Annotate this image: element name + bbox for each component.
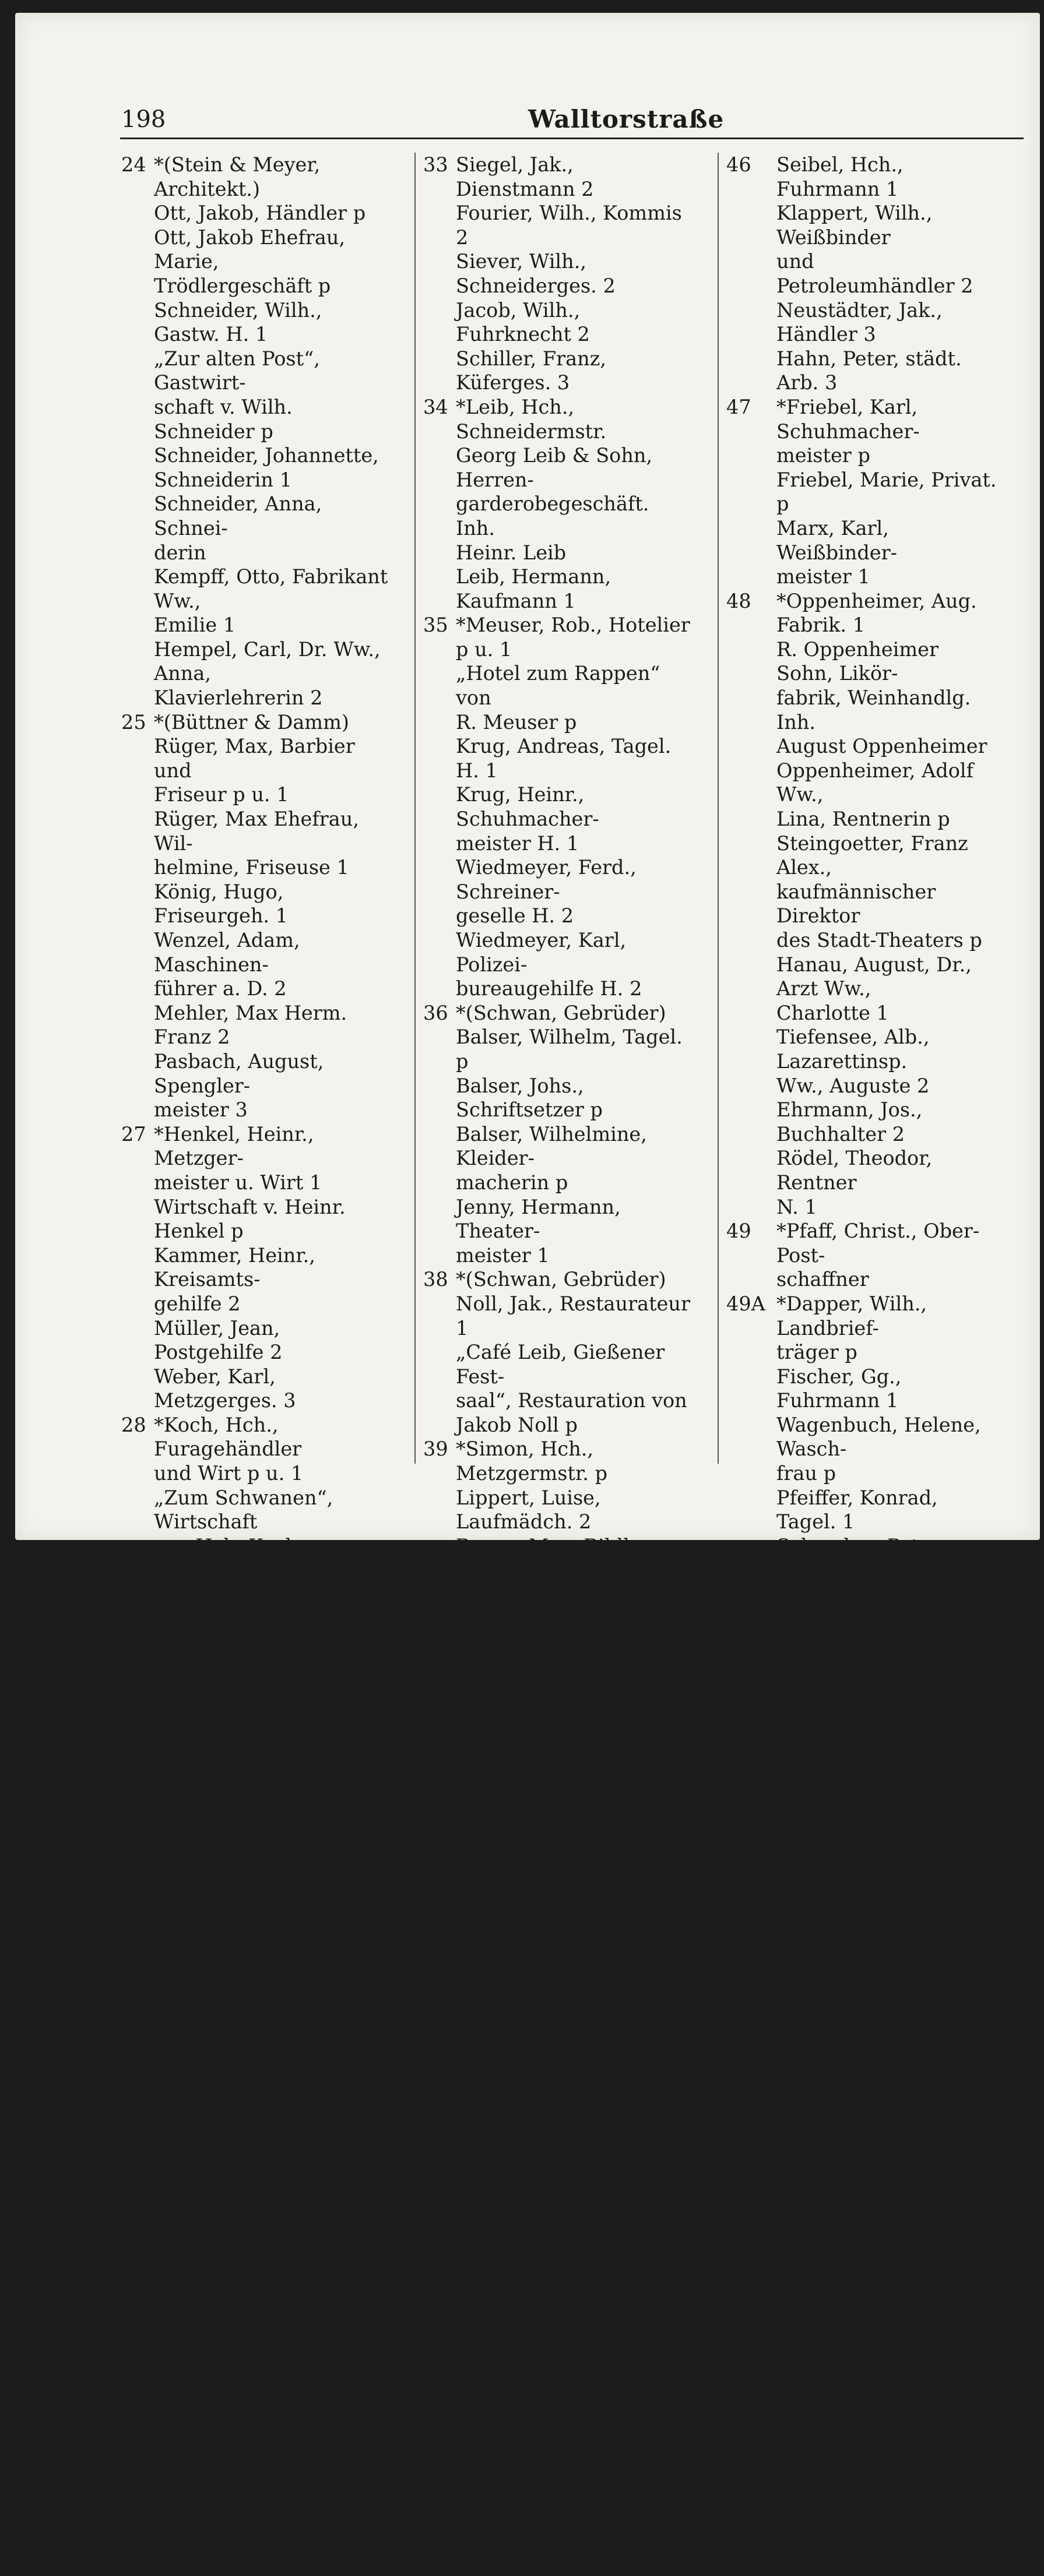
resident-listing: *Schomber, Balth., Bäcker- meister Opper, Balthasar, Bäcker- geselle 3 [776,1680,962,1824]
header-rule [120,138,1024,139]
house-entry [726,1679,997,1825]
house-number: 48 [726,589,751,612]
resident-listing: *Eduard Sack, Holz- Trägereisen- und Bau- materialienhandlung [776,1583,983,1679]
house-number: 47 [726,395,751,418]
resident-listing: *Hahn, Johannes, Bäcker- meister p u. 1 Krafthöfer, Just., Schlosser- geselle 1 Strack, Heinr. Ww., Elisa- beth, Lauffrau 2 Haack, Otto, Bäckerges. 2 [154,1898,346,2163]
house-number: 33 [121,2359,146,2382]
house-entry [423,1655,694,1777]
resident-listing: *Wild, Edmund Wirt p „Zum Seemannsheim“, Wirt- schaft von Edm. Wild p Koob, Karl, Tagel. 1 [456,2455,686,2575]
house-number: 31 [121,1898,146,1921]
resident-listing: *Leib, Hch., Schneidermstr. Georg Leib & Sohn, Herren- garderobegeschäft. Inh. Heinr. Leib Leib, Hermann, Kaufmann 1 [456,395,653,612]
house-number: 39 [423,1437,448,1461]
house-entry [423,613,694,1001]
house-entry [423,1267,694,1437]
house-entry [121,153,392,710]
resident-listing: *Koch, Hch., Furagehändler und Wirt p u. 1 „Zum Schwanen“, Wirtschaft von Hch. Koch p Hutmann, Wilh., Schneider- geselle H. 1 [154,1413,333,1630]
house-number: 32 [121,2165,146,2188]
house-number: 28 [121,1413,146,1436]
house-number: 44 [423,1971,448,1994]
house-entry [726,1219,997,1292]
resident-listing: *Pfaff, Christ., Ober-Post- schaffner [776,1220,980,1291]
house-number: 29 [121,1631,146,1655]
house-number: 45 [423,2237,448,2261]
resident-listing: *(Becker, Johs., Schmiede- meister) [776,2504,929,2575]
column-1 [121,153,392,2552]
house-entry [121,710,392,1122]
house-entry [121,2164,392,2358]
resident-listing: *Oppenheimer, Aug. Fabrik. 1 R. Oppenheimer Sohn, Likör- fabrik, Weinhandlg. Inh. August Oppenheimer Oppenheimer, Adolf Ww., Lina, Rentnerin p Steingoetter, Franz Alex., kaufmännischer Direktor des Stadt-Theaters p Hanau, August, Dr., Arzt Ww., Charlotte 1 Tiefensee, Alb., Lazarettinsp. Ww., Auguste 2 Ehrmann, Jos., Buchhalter 2 Rödel, Theodor, Rentner N. 1 [776,589,987,1218]
house-number: 34 [423,395,448,418]
house-number: 36 [423,1001,448,1024]
resident-listing: *Meuser, Rob., Hotelier p u. 1 „Hotel zum Rappen“ von R. Meuser p Krug, Andreas, Tagel. H. 1 Krug, Heinr., Schuhmacher- meister H. 1 Wiedmeyer, Ferd., Schreiner- geselle H. 2 Wiedmeyer, Karl, Polizei- bureaugehilfe H. 2 [456,614,690,1000]
house-number: 38 [423,1268,448,1291]
house-number: 41 [423,1655,448,1679]
house-entry [121,2358,392,2552]
column-3 [726,153,997,2576]
resident-listing: *Becker, Johs. Schmiede- meister 1 Becker, Heinrich, Schmiede- meister p Becker, Herm., Kommis 1 Schmidt, Christian, Fabrik- arbeiter 1 Haas, Heinr., Tagel. 2 Pimper, Karl Ww., Elise, Näherin 2 Fink, Georg, Schneiderges. 2 Feick, Georg, Schmiedeges. 2 Pfeiffer, Wilh., Schmiedeges. N. p Hillgärtner, Ludw., Schmiede- geselle H. p Balser, Heinr., Fuhrmann N. 1 [776,1825,991,2503]
house-entry [121,1898,392,2165]
house-entry [121,1122,392,1413]
running-head-street: Walltorstraße [528,105,725,133]
resident-listing: *Lather, Heinr., Lohnkutscher p u. Lather, Heinr., Kutscher 1 [456,1655,609,1776]
house-number: 46 [423,2455,448,2479]
resident-listing: Seibel, Hch., Fuhrmann 1 Klappert, Wilh., Weißbinder und Petroleumhändler 2 Neustädter, Jak., Händler 3 Hahn, Peter, städt. Arb. 3 [776,153,973,394]
house-number: 51 [726,1680,751,1703]
house-number: 49B [726,1583,766,1606]
column-divider [718,153,719,1464]
house-entry [726,589,997,1219]
house-number: 35 [423,614,448,637]
house-number: 33 [423,153,448,176]
house-number: 43 [423,1777,448,1800]
column-divider [414,153,416,1464]
resident-listing: *Euler, Georg, Küfermstr. u. Wirt 1 Wirtschaft von Gg. Euler p Seesemann, Gertrud, Schau- spielerin 2 [154,2359,365,2552]
resident-listing: *Dapper, Wilh., Landbrief- träger p Fischer, Gg., Fuhrmann 1 Wagenbuch, Helene, Wasch- frau p Pfeiffer, Konrad, Tagel. 1 Schomber, Peter, Tagel. 2 [776,1292,981,1582]
resident-listing: *Dort, Eberh., Kaufmann 1 Eberhard Dort, Kolonial- waren- und Delikatessen- handlung p Dittmar, Karl, Kutscher 2 [456,2237,687,2454]
resident-listing: *(Büttner & Damm) Rüger, Max, Barbier und Friseur p u. 1 Rüger, Max Ehefrau, Wil- helmine, Friseuse 1 König, Hugo, Friseurgeh. 1 Wenzel, Adam, Maschinen- führer a. D. 2 Mehler, Max Herm. Franz 2 Pasbach, August, Spengler- meister 3 [154,710,359,1122]
resident-listing: Siegel, Jak., Dienstmann 2 Fourier, Wilh., Kommis 2 Siever, Wilh., Schneiderges. 2 Jacob, Wilh., Fuhrknecht 2 Schiller, Franz, Küferges. 3 [456,153,682,394]
house-entry [423,1971,694,2237]
resident-listing: *(Michel, Adolf, Rentner) Michel, Aug., Kaufmann 1 Gebrüder Michel, Kolonial-, Drogen-, Material- und Farbwarenhandlung Inh. August Michel p Michel, Aug., Rentner 2 [154,1631,391,1897]
house-entry [726,1292,997,1583]
house-entry [423,153,694,395]
resident-listing: *Henkel, Heinr., Metzger- meister u. Wirt 1 Wirtschaft v. Heinr. Henkel p Kammer, Heinr., Kreisamts- gehilfe 2 Müller, Jean, Postgehilfe 2 Weber, Karl, Metzgerges. 3 [154,1122,346,1412]
house-entry [423,1777,694,1971]
resident-listing: *Simon, Hch., Metzgermstr. p Lippert, Luise, Laufmädch. 2 Braun, Max, Bildhauer 2 Büttner, Wilhelm, Maler- gehilfe H. 1 [456,1437,681,1655]
directory-page [15,13,1040,2575]
house-number: 57 [726,2504,751,2527]
house-entry [726,2504,997,2576]
house-entry [726,1583,997,1679]
resident-listing: *(Schwan, Gebrüder) Balser, Wilhelm, Tagel. p Balser, Johs., Schriftsetzer p Balser, Wilhelmine, Kleider- macherin p Jenny, Hermann, Theater- meister 1 [456,1001,683,1267]
house-entry [423,2237,694,2455]
house-number: 53 [726,1825,751,1848]
resident-listing: *Rödiger, Rud., Spengler- meister u. Installateur p u. 1 Größer, Ludw., Schneider Ww., Elisabeth 2 Köllner, Karl, Arbeiter 2 [456,1777,694,1969]
house-number: 49A [726,1292,765,1315]
house-entry [726,1825,997,2504]
page-number: 198 [121,106,166,133]
house-number: 49 [726,1220,751,1243]
resident-listing: *(Leib, Hch., Schneidermstr.) Enders, Karl, Fuhrmann 1 Hofmann, Johs., Tagel. 2 Sturm, Joh., Sortiermstr. 2 [154,2165,378,2357]
resident-listing: *Friebel, Karl, Schuhmacher- meister p Friebel, Marie, Privat. p Marx, Karl, Weißbinder- meister 1 [776,395,997,589]
house-number: 25 [121,710,146,734]
house-entry [121,1413,392,1631]
house-number: 27 [121,1122,146,1146]
resident-listing: *E. Friedberger Söhne, Mühlenfabrikate. Inh. Max und Moritz Fried- berger p Friedberger, Moritz, Groß- händler 1 Wende, Bernh., Dr., Ober- stabs- u. Regimentsarzt 2 [456,1971,691,2236]
house-entry [726,395,997,589]
house-entry [423,2455,694,2576]
house-entry [423,1437,694,1655]
house-entry [121,1631,392,1898]
house-entry [726,153,997,395]
column-2 [423,153,694,2576]
house-number: 46 [726,153,751,176]
house-entry [423,1001,694,1268]
house-entry [423,395,694,613]
house-number: 24 [121,153,146,176]
resident-listing: *(Schwan, Gebrüder) Noll, Jak., Restaurateur 1 „Café Leib, Gießener Fest- saal“, Restauration von Jakob Noll p [456,1268,690,1436]
resident-listing: *(Stein & Meyer, Architekt.) Ott, Jakob, Händler p Ott, Jakob Ehefrau, Marie, Trödlergeschäft p Schneider, Wilh., Gastw. H. 1 „Zur alten Post“, Gastwirt- schaft v. Wilh. Schneider p Schneider, Johannette, Schneiderin 1 Schneider, Anna, Schnei- derin Kempff, Otto, Fabrikant Ww., Emilie 1 Hempel, Carl, Dr. Ww., Anna, Klavierlehrerin 2 [154,153,388,710]
